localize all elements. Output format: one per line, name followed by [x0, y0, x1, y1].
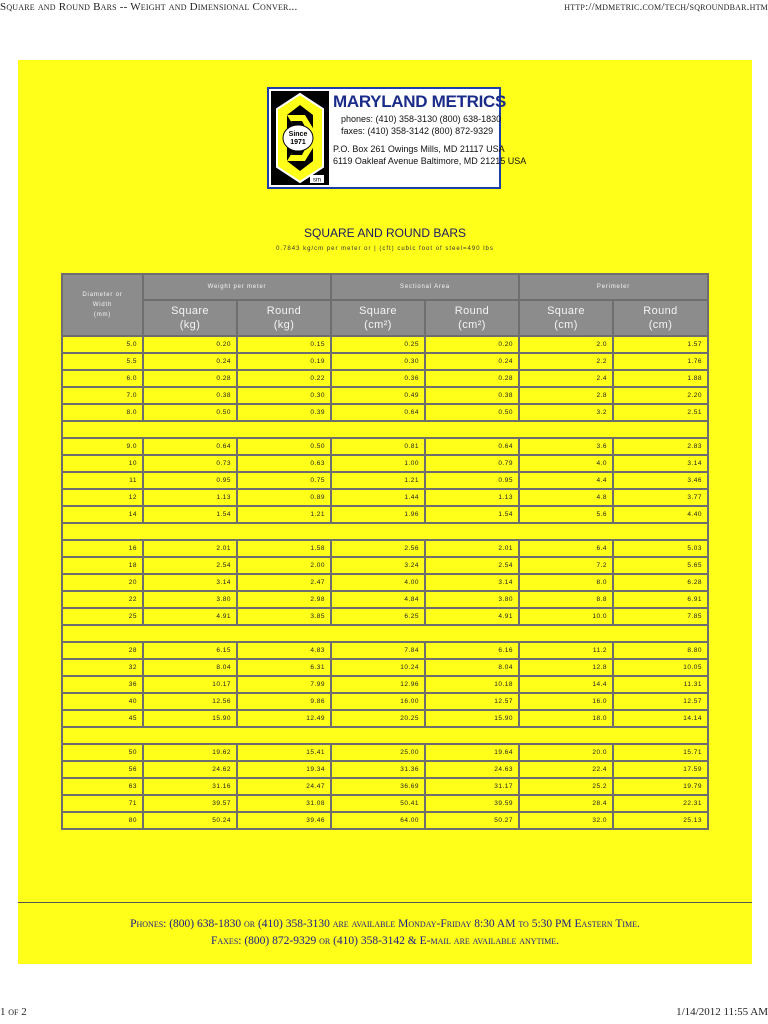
table-row — [63, 592, 707, 607]
table-cell: 4.91 — [426, 609, 518, 624]
table-cell: 0.63 — [238, 456, 330, 471]
table-row — [63, 354, 707, 369]
page-number: 1 of 2 — [0, 1006, 27, 1018]
logo-address-po-box: P.O. Box 261 Owings Mills, MD 21117 USA — [333, 144, 505, 154]
table-cell: 1.58 — [238, 541, 330, 556]
perimeter-round-header: Round (cm) — [614, 301, 707, 335]
table-cell: 3.80 — [426, 592, 518, 607]
table-cell: 25.13 — [614, 813, 707, 828]
table-cell: 6.28 — [614, 575, 707, 590]
table-body — [63, 337, 707, 828]
table-cell: 16.00 — [332, 694, 424, 709]
print-footer — [0, 1006, 768, 1024]
table-cell: 0.15 — [238, 337, 330, 352]
table-cell: 11.2 — [520, 643, 612, 658]
table-cell: 3.14 — [144, 575, 236, 590]
table-cell: 50.41 — [332, 796, 424, 811]
logo-year-text: 1971 — [290, 139, 306, 146]
area-square-header: Square (cm²) — [332, 301, 424, 335]
table-row — [63, 813, 707, 828]
logo-since-text: Since — [288, 131, 308, 138]
perimeter-square-header: Square (cm) — [520, 301, 612, 335]
table-cell: 4.8 — [520, 490, 612, 505]
table-cell: 0.24 — [426, 354, 518, 369]
table-cell: 25.00 — [332, 745, 424, 760]
table-cell: 4.0 — [520, 456, 612, 471]
table-cell: 0.25 — [332, 337, 424, 352]
group-separator-cell — [63, 626, 707, 641]
table-cell: 40 — [63, 694, 142, 709]
logo-contact-block — [333, 91, 527, 167]
table-cell: 4.83 — [238, 643, 330, 658]
table-cell: 10.24 — [332, 660, 424, 675]
table-cell: 1.44 — [332, 490, 424, 505]
table-cell: 0.49 — [332, 388, 424, 403]
table-cell: 7.99 — [238, 677, 330, 692]
table-cell: 45 — [63, 711, 142, 726]
table-cell: 6.25 — [332, 609, 424, 624]
table-cell: 0.75 — [238, 473, 330, 488]
table-cell: 6.91 — [614, 592, 707, 607]
table-cell: 6.15 — [144, 643, 236, 658]
table-cell: 25 — [63, 609, 142, 624]
table-row — [63, 558, 707, 573]
table-cell: 8.0 — [520, 575, 612, 590]
table-row — [63, 490, 707, 505]
table-cell: 14.14 — [614, 711, 707, 726]
table-cell: 3.85 — [238, 609, 330, 624]
table-cell: 10.05 — [614, 660, 707, 675]
table-cell: 12.57 — [426, 694, 518, 709]
table-cell: 4.4 — [520, 473, 612, 488]
table-row — [63, 660, 707, 675]
table-cell: 9.0 — [63, 439, 142, 454]
table-cell: 1.13 — [426, 490, 518, 505]
logo-address-street: 6119 Oakleaf Avenue Baltimore, MD 21215 USA — [333, 156, 527, 166]
table-row — [63, 762, 707, 777]
table-cell: 39.59 — [426, 796, 518, 811]
table-cell: 1.13 — [144, 490, 236, 505]
table-cell: 0.38 — [144, 388, 236, 403]
table-cell: 56 — [63, 762, 142, 777]
table-cell: 7.85 — [614, 609, 707, 624]
table-cell: 20.25 — [332, 711, 424, 726]
table-cell: 12.8 — [520, 660, 612, 675]
table-cell: 18 — [63, 558, 142, 573]
page-subtitle: 0.7843 kg/cm per meter or | (cft) cubic foot of steel=490 lbs — [276, 246, 494, 252]
print-header-url: http://mdmetric.com/tech/sqroundbar.htm — [564, 1, 768, 13]
table-cell: 31.08 — [238, 796, 330, 811]
table-cell: 8.8 — [520, 592, 612, 607]
table-cell: 2.01 — [426, 541, 518, 556]
table-cell: 9.86 — [238, 694, 330, 709]
table-cell: 2.54 — [144, 558, 236, 573]
table-cell: 19.64 — [426, 745, 518, 760]
table-header — [63, 275, 707, 335]
contact-hours-note — [18, 916, 752, 950]
table-row — [63, 779, 707, 794]
table-cell: 0.20 — [144, 337, 236, 352]
table-cell: 2.51 — [614, 405, 707, 420]
table-row — [63, 371, 707, 386]
table-cell: 0.38 — [426, 388, 518, 403]
table-cell: 10 — [63, 456, 142, 471]
table-cell: 5.6 — [520, 507, 612, 522]
print-timestamp: 1/14/2012 11:55 AM — [676, 1006, 768, 1018]
group-separator-row — [63, 524, 707, 539]
table-cell: 14 — [63, 507, 142, 522]
table-cell: 1.21 — [332, 473, 424, 488]
table-cell: 15.41 — [238, 745, 330, 760]
square-round-bars-table — [61, 273, 709, 830]
table-cell: 16.0 — [520, 694, 612, 709]
table-cell: 50.27 — [426, 813, 518, 828]
table-cell: 22.4 — [520, 762, 612, 777]
table-cell: 15.71 — [614, 745, 707, 760]
table-cell: 19.62 — [144, 745, 236, 760]
table-row — [63, 439, 707, 454]
table-cell: 2.56 — [332, 541, 424, 556]
fax-email-line: Faxes: (800) 872-9329 or (410) 358-3142 & E-mail are available anytime. — [210, 935, 560, 947]
table-cell: 3.6 — [520, 439, 612, 454]
table-cell: 5.5 — [63, 354, 142, 369]
table-row — [63, 643, 707, 658]
table-cell: 39.46 — [238, 813, 330, 828]
group-separator-row — [63, 626, 707, 641]
table-cell: 5.0 — [63, 337, 142, 352]
table-cell: 0.73 — [144, 456, 236, 471]
table-cell: 7.84 — [332, 643, 424, 658]
footer-divider — [18, 902, 752, 903]
group-separator-row — [63, 728, 707, 743]
table-cell: 36 — [63, 677, 142, 692]
table-cell: 1.76 — [614, 354, 707, 369]
table-cell: 8.04 — [426, 660, 518, 675]
table-cell: 7.2 — [520, 558, 612, 573]
table-cell: 31.16 — [144, 779, 236, 794]
table-cell: 10.18 — [426, 677, 518, 692]
table-cell: 64.00 — [332, 813, 424, 828]
table-row — [63, 473, 707, 488]
table-cell: 0.95 — [426, 473, 518, 488]
table-cell: 4.91 — [144, 609, 236, 624]
table-cell: 22 — [63, 592, 142, 607]
table-cell: 1.57 — [614, 337, 707, 352]
logo-faxes: faxes: (410) 358-3142 (800) 872-9329 — [341, 126, 494, 136]
table-cell: 24.47 — [238, 779, 330, 794]
table-cell: 0.22 — [238, 371, 330, 386]
table-cell: 0.50 — [238, 439, 330, 454]
table-cell: 6.31 — [238, 660, 330, 675]
table-cell: 1.54 — [426, 507, 518, 522]
brand-name: MARYLAND METRICS — [333, 92, 507, 111]
table-cell: 3.14 — [426, 575, 518, 590]
group-separator-cell — [63, 524, 707, 539]
table-cell: 12.49 — [238, 711, 330, 726]
table-cell: 20 — [63, 575, 142, 590]
table-cell: 22.31 — [614, 796, 707, 811]
table-cell: 0.30 — [238, 388, 330, 403]
page-title: SQUARE AND ROUND BARS — [303, 226, 467, 240]
logo-phones: phones: (410) 358-3130 (800) 638-1830 — [341, 114, 502, 124]
table-cell: 36.69 — [332, 779, 424, 794]
table-cell: 0.30 — [332, 354, 424, 369]
table-cell: 5.65 — [614, 558, 707, 573]
table-cell: 0.20 — [426, 337, 518, 352]
table-cell: 0.39 — [238, 405, 330, 420]
table-cell: 11 — [63, 473, 142, 488]
company-logo — [267, 87, 527, 189]
table-cell: 6.4 — [520, 541, 612, 556]
table-cell: 19.34 — [238, 762, 330, 777]
table-cell: 3.46 — [614, 473, 707, 488]
hexagon-logo-icon — [271, 91, 329, 185]
table-cell: 32.0 — [520, 813, 612, 828]
table-cell: 71 — [63, 796, 142, 811]
table-row — [63, 575, 707, 590]
table-cell: 0.28 — [426, 371, 518, 386]
table-cell: 2.20 — [614, 388, 707, 403]
table-cell: 8.04 — [144, 660, 236, 675]
group-separator-cell — [63, 422, 707, 437]
area-group-header: Sectional Area — [332, 275, 518, 299]
table-cell: 2.47 — [238, 575, 330, 590]
table-cell: 31.36 — [332, 762, 424, 777]
table-cell: 1.88 — [614, 371, 707, 386]
table-row — [63, 745, 707, 760]
table-cell: 0.50 — [144, 405, 236, 420]
table-cell: 1.21 — [238, 507, 330, 522]
table-cell: 6.0 — [63, 371, 142, 386]
table-row — [63, 456, 707, 471]
table-cell: 20.0 — [520, 745, 612, 760]
table-cell: 2.01 — [144, 541, 236, 556]
table-cell: 2.54 — [426, 558, 518, 573]
table-cell: 4.84 — [332, 592, 424, 607]
weight-group-header: Weight per meter — [144, 275, 330, 299]
table-cell: 12.56 — [144, 694, 236, 709]
table-cell: 2.98 — [238, 592, 330, 607]
table-cell: 12 — [63, 490, 142, 505]
table-cell: 28 — [63, 643, 142, 658]
table-row — [63, 388, 707, 403]
table-row — [63, 507, 707, 522]
table-cell: 10.0 — [520, 609, 612, 624]
table-cell: 0.64 — [426, 439, 518, 454]
table-row — [63, 405, 707, 420]
table-cell: 31.17 — [426, 779, 518, 794]
weight-round-header: Round (kg) — [238, 301, 330, 335]
table-cell: 16 — [63, 541, 142, 556]
table-cell: 2.2 — [520, 354, 612, 369]
table-cell: 0.36 — [332, 371, 424, 386]
table-cell: 7.0 — [63, 388, 142, 403]
phone-hours-line: Phones: (800) 638-1830 or (410) 358-3130 are available Monday-Friday 8:30 AM to 5:30 PM Eastern Time. — [130, 918, 640, 930]
table-cell: 0.19 — [238, 354, 330, 369]
area-round-header: Round (cm²) — [426, 301, 518, 335]
table-cell: 32 — [63, 660, 142, 675]
table-cell: 3.14 — [614, 456, 707, 471]
table-cell: 24.63 — [426, 762, 518, 777]
table-row — [63, 796, 707, 811]
table-cell: 0.50 — [426, 405, 518, 420]
table-cell: 39.57 — [144, 796, 236, 811]
table-cell: 3.2 — [520, 405, 612, 420]
table-row — [63, 609, 707, 624]
table-cell: 1.00 — [332, 456, 424, 471]
table-cell: 2.83 — [614, 439, 707, 454]
weight-square-header: Square (kg) — [144, 301, 236, 335]
perimeter-group-header: Perimeter — [520, 275, 707, 299]
table-cell: 28.4 — [520, 796, 612, 811]
document-page — [18, 60, 752, 964]
table-cell: 15.90 — [426, 711, 518, 726]
table-cell: 14.4 — [520, 677, 612, 692]
table-cell: 25.2 — [520, 779, 612, 794]
table-cell: 2.8 — [520, 388, 612, 403]
table-cell: 18.0 — [520, 711, 612, 726]
table-cell: 0.95 — [144, 473, 236, 488]
table-cell: 3.77 — [614, 490, 707, 505]
table-cell: 0.81 — [332, 439, 424, 454]
table-row — [63, 337, 707, 352]
table-row — [63, 677, 707, 692]
table-cell: 1.54 — [144, 507, 236, 522]
table-cell: 8.0 — [63, 405, 142, 420]
table-cell: 0.79 — [426, 456, 518, 471]
table-cell: 8.80 — [614, 643, 707, 658]
print-header-title: Square and Round Bars -- Weight and Dimensional Conver... — [0, 1, 298, 13]
table-cell: 0.28 — [144, 371, 236, 386]
table-cell: 2.0 — [520, 337, 612, 352]
table-cell: 17.59 — [614, 762, 707, 777]
table-cell: 0.64 — [144, 439, 236, 454]
logo-sm-mark: sm — [313, 177, 321, 184]
table-cell: 4.00 — [332, 575, 424, 590]
group-separator-row — [63, 422, 707, 437]
table-cell: 0.24 — [144, 354, 236, 369]
table-cell: 15.90 — [144, 711, 236, 726]
diameter-column-header: Diameter or Width (mm) — [63, 275, 142, 335]
table-cell: 3.80 — [144, 592, 236, 607]
table-cell: 12.96 — [332, 677, 424, 692]
table-cell: 4.40 — [614, 507, 707, 522]
table-cell: 0.89 — [238, 490, 330, 505]
table-cell: 5.03 — [614, 541, 707, 556]
table-cell: 63 — [63, 779, 142, 794]
table-cell: 3.24 — [332, 558, 424, 573]
table-cell: 12.57 — [614, 694, 707, 709]
table-row — [63, 711, 707, 726]
table-cell: 2.4 — [520, 371, 612, 386]
print-header — [0, 0, 768, 20]
table-cell: 1.96 — [332, 507, 424, 522]
table-row — [63, 541, 707, 556]
group-separator-cell — [63, 728, 707, 743]
table-row — [63, 694, 707, 709]
table-cell: 50.24 — [144, 813, 236, 828]
table-cell: 10.17 — [144, 677, 236, 692]
table-cell: 0.64 — [332, 405, 424, 420]
table-cell: 2.00 — [238, 558, 330, 573]
table-cell: 19.79 — [614, 779, 707, 794]
table-cell: 80 — [63, 813, 142, 828]
table-cell: 6.16 — [426, 643, 518, 658]
table-cell: 50 — [63, 745, 142, 760]
table-cell: 11.31 — [614, 677, 707, 692]
table-cell: 24.62 — [144, 762, 236, 777]
